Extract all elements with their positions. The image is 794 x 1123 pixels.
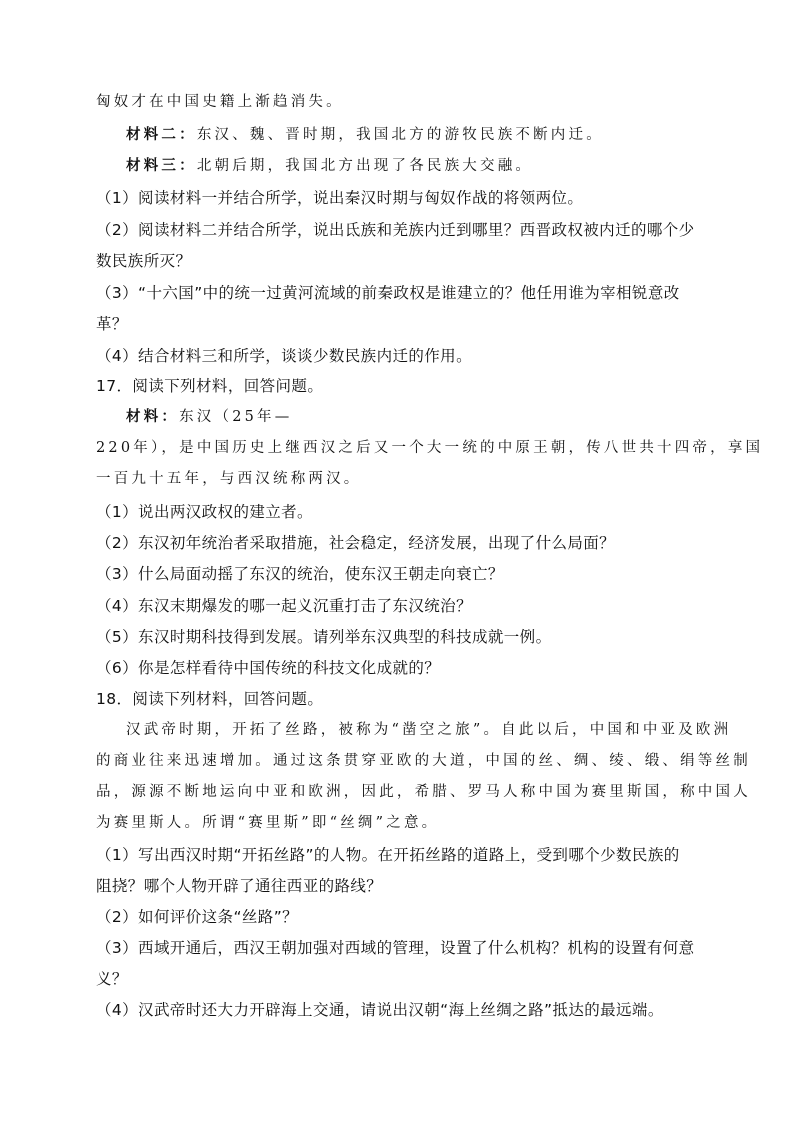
question-17-2: （2）东汉初年统治者采取措施，社会稳定，经济发展，出现了什么局面？ xyxy=(96,534,616,552)
material-two-text: 东汉、魏、晋时期，我国北方的游牧民族不断内迁。 xyxy=(196,127,604,143)
material-two xyxy=(126,128,736,143)
question-18-3-line2: 义？ xyxy=(96,970,128,988)
question-16-1: （1）阅读材料一并结合所学，说出秦汉时期与匈奴作战的将领两位。 xyxy=(96,189,584,207)
question-17-6: （6）你是怎样看待中国传统的科技文化成就的？ xyxy=(96,659,441,677)
material-one-continuation: 匈奴才在中国史籍上渐趋消失。 xyxy=(96,94,344,110)
material-17-line2: 220年），是中国历史上继西汉之后又一个大一统的中原王朝，传八世共十四帝，享国 xyxy=(96,440,764,456)
material-18-line2: 的商业往来迅速增加。通过这条贯穿亚欧的大道，中国的丝、绸、绫、缎、绢等丝制 xyxy=(96,753,751,769)
question-16-3-line2: 革？ xyxy=(96,315,128,333)
question-18-4: （4）汉武帝时还大力开辟海上交通，请说出汉朝“海上丝绸之路”抵达的最远端。 xyxy=(96,1001,664,1019)
question-17-title: 17．阅读下列材料，回答问题。 xyxy=(96,377,324,395)
question-16-2-line2: 数民族所灭？ xyxy=(96,252,192,270)
question-18-title: 18．阅读下列材料，回答问题。 xyxy=(96,690,324,708)
question-17-5: （5）东汉时期科技得到发展。请列举东汉典型的科技成就一例。 xyxy=(96,628,552,646)
question-16-4: （4）结合材料三和所学，谈谈少数民族内迁的作用。 xyxy=(96,347,472,365)
material-two-heading: 材料二： xyxy=(126,126,197,143)
material-18-line4: 为赛里斯人。所谓“赛里斯”即“丝绸”之意。 xyxy=(96,815,440,831)
material-18-line3: 品，源源不断地运向中亚和欧洲，因此，希腊、罗马人称中国为赛里斯国，称中国人 xyxy=(96,784,751,800)
question-16-3-line1: （3）“十六国”中的统一过黄河流域的前秦政权是谁建立的？他任用谁为宰相锐意改 xyxy=(96,284,680,302)
question-18-1-line2: 阻挠？哪个人物开辟了通往西亚的路线？ xyxy=(96,877,383,895)
question-17-3: （3）什么局面动摇了东汉的统治，使东汉王朝走向衰亡？ xyxy=(96,565,504,583)
material-17-text-start: 东汉（25年— xyxy=(179,409,293,425)
question-17-1: （1）说出两汉政权的建立者。 xyxy=(96,503,313,521)
question-17-4: （4）东汉末期爆发的哪一起义沉重打击了东汉统治？ xyxy=(96,597,472,615)
material-three xyxy=(126,159,736,174)
question-18-3-line1: （3）西域开通后，西汉王朝加强对西域的管理，设置了什么机构？机构的设置有何意 xyxy=(96,939,695,957)
material-18-line1: 汉武帝时期，开拓了丝路，被称为“凿空之旅”。自此以后，中国和中亚及欧洲 xyxy=(126,722,732,738)
material-three-heading: 材料三： xyxy=(126,157,197,174)
material-17-line3: 一百九十五年，与西汉统称两汉。 xyxy=(96,471,362,487)
question-16-2-line1: （2）阅读材料二并结合所学，说出氐族和羌族内迁到哪里？西晋政权被内迁的哪个少 xyxy=(96,221,695,239)
question-18-1-line1: （1）写出西汉时期“开拓丝路”的人物。在开拓丝路的道路上，受到哪个少数民族的 xyxy=(96,846,680,864)
material-17-line1 xyxy=(126,410,736,425)
question-18-2: （2）如何评价这条“丝路”？ xyxy=(96,908,299,926)
material-17-heading: 材料： xyxy=(126,408,180,425)
material-three-text: 北朝后期，我国北方出现了各民族大交融。 xyxy=(196,158,534,174)
